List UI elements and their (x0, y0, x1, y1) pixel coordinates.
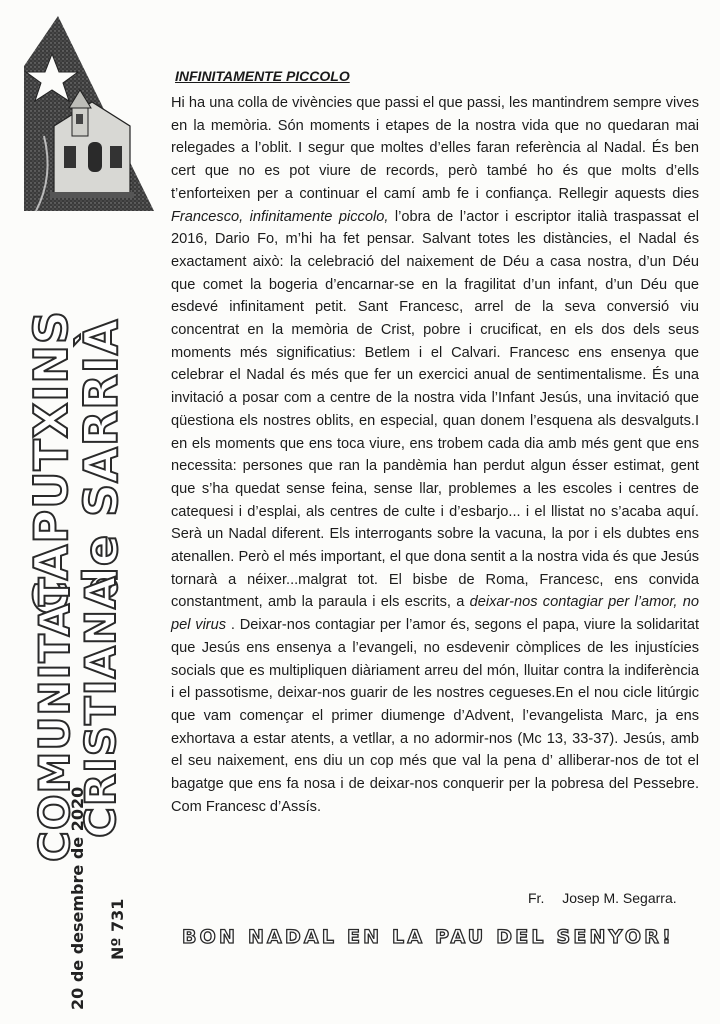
community-title-line1: CAPUTXINS (24, 309, 78, 615)
christmas-greeting: BON NADAL EN LA PAU DEL SENYOR! (182, 926, 674, 948)
pope-quote: deixar-nos contagiar per l’amor, no pel virus (171, 594, 699, 634)
publication-title-line2: CRISTIANA (76, 575, 125, 838)
article-text-part2: l’obra de l’actor i escriptor italià traspassat el 2016, Dario Fo, m’hi ha fet pensar. Salvant totes les distàncies, el Nadal és exactament això: la celebració del naixement de Déu a casa nostra, d’un Déu que comet la bogeria d’encarnar-se en la fragilitat d’un infant, d’un Déu que esdevé infinitament petit. Sant Francesc, arrel de la seva conversió viu concentrat en la memòria de Crist, pobre i crucificat, en els dos dels seus moments més significatius: Betlem i el Calvari. Francesc ens ensenya que celebrar el Nadal és més que fer un exercici anual de sentimentalisme. És una invitació a posar com a centre de la nostra vida l’Infant Jesús, una invitació que qüestiona els nostres oblits, en especial, quan donem l’esquena als desvalguts.I en els moments que ens toca viure, ens trobem cada dia amb més gent que ens necessita: persones que ran la pandèmia han perdut algun ésser estimat, gent que s’ha quedat sense feina, sense llar, problemes a les escoles i centres de catequesi i d’esplai, als centres de culte i d’esbarjo... i el llistat no s’acaba aquí. Serà un Nadal diferent. Els interrogants sobre la vacuna, la por i els dubtes ens atenallen. Però el més important, el que dona sentit a la nostra vida és que Jesús tornarà a néixer...malgrat tot. El bisbe de Roma, Francesc, ens convida constantment, amb la paraula i els escrits, a (171, 208, 699, 611)
article-text-part1: Hi ha una colla de vivències que passi el que passi, les mantindrem sempre vives en la memòria. Són moments i etapes de la nostra vida que no quedaran mai relegades a l’oblit. I segur que moltes d’elles faran referència al Nadal. És ben cert que no es pot viure de records, però també ho és que molts d’ells t’enforteixen per a continuar el camí amb fe i confiança. Rellegir aquests dies (171, 95, 699, 202)
author-name: Josep M. Segarra. (562, 890, 677, 906)
community-title-line2: de SARRIÀ (74, 318, 128, 600)
publication-title-line1: COMUNITAT (30, 576, 79, 862)
article-body (171, 92, 699, 819)
author-signature (528, 890, 677, 906)
church-with-star-icon (14, 6, 159, 226)
issue-date: 20 de desembre de 2020 (68, 786, 87, 1010)
signature-prefix: Fr. (528, 890, 545, 906)
issue-number: Nº 731 (108, 898, 127, 960)
article-text-part3: . Deixar-nos contagiar per l’amor és, segons el papa, viure la solidaritat que Jesús ens ensenya a l’evangeli, no esdevenir còmplices de les injustícies socials que es multipliquen diàriament arreu del món, lluitar contra la indiferència i el passotisme, deixar-nos guarir de les nostres cegueses.En el nou cicle litúrgic que vam començar el primer diumenge d’Advent, l’evangelista Marc, ja ens exhortava a estar atents, a vetllar, a no adormir-nos (Mc 13, 33-37). Jesús, amb el seu naixement, ens diu un cop més que val la pena d’ alliberar-nos de tot el bagatge que ens fa nosa i de deixar-nos conquerir per la pobresa del Pessebre. Com Francesc d’Assís. (171, 617, 699, 815)
book-title: Francesco, infinitamente piccolo, (171, 208, 389, 225)
article-title: INFINITAMENTE PICCOLO (175, 68, 350, 84)
